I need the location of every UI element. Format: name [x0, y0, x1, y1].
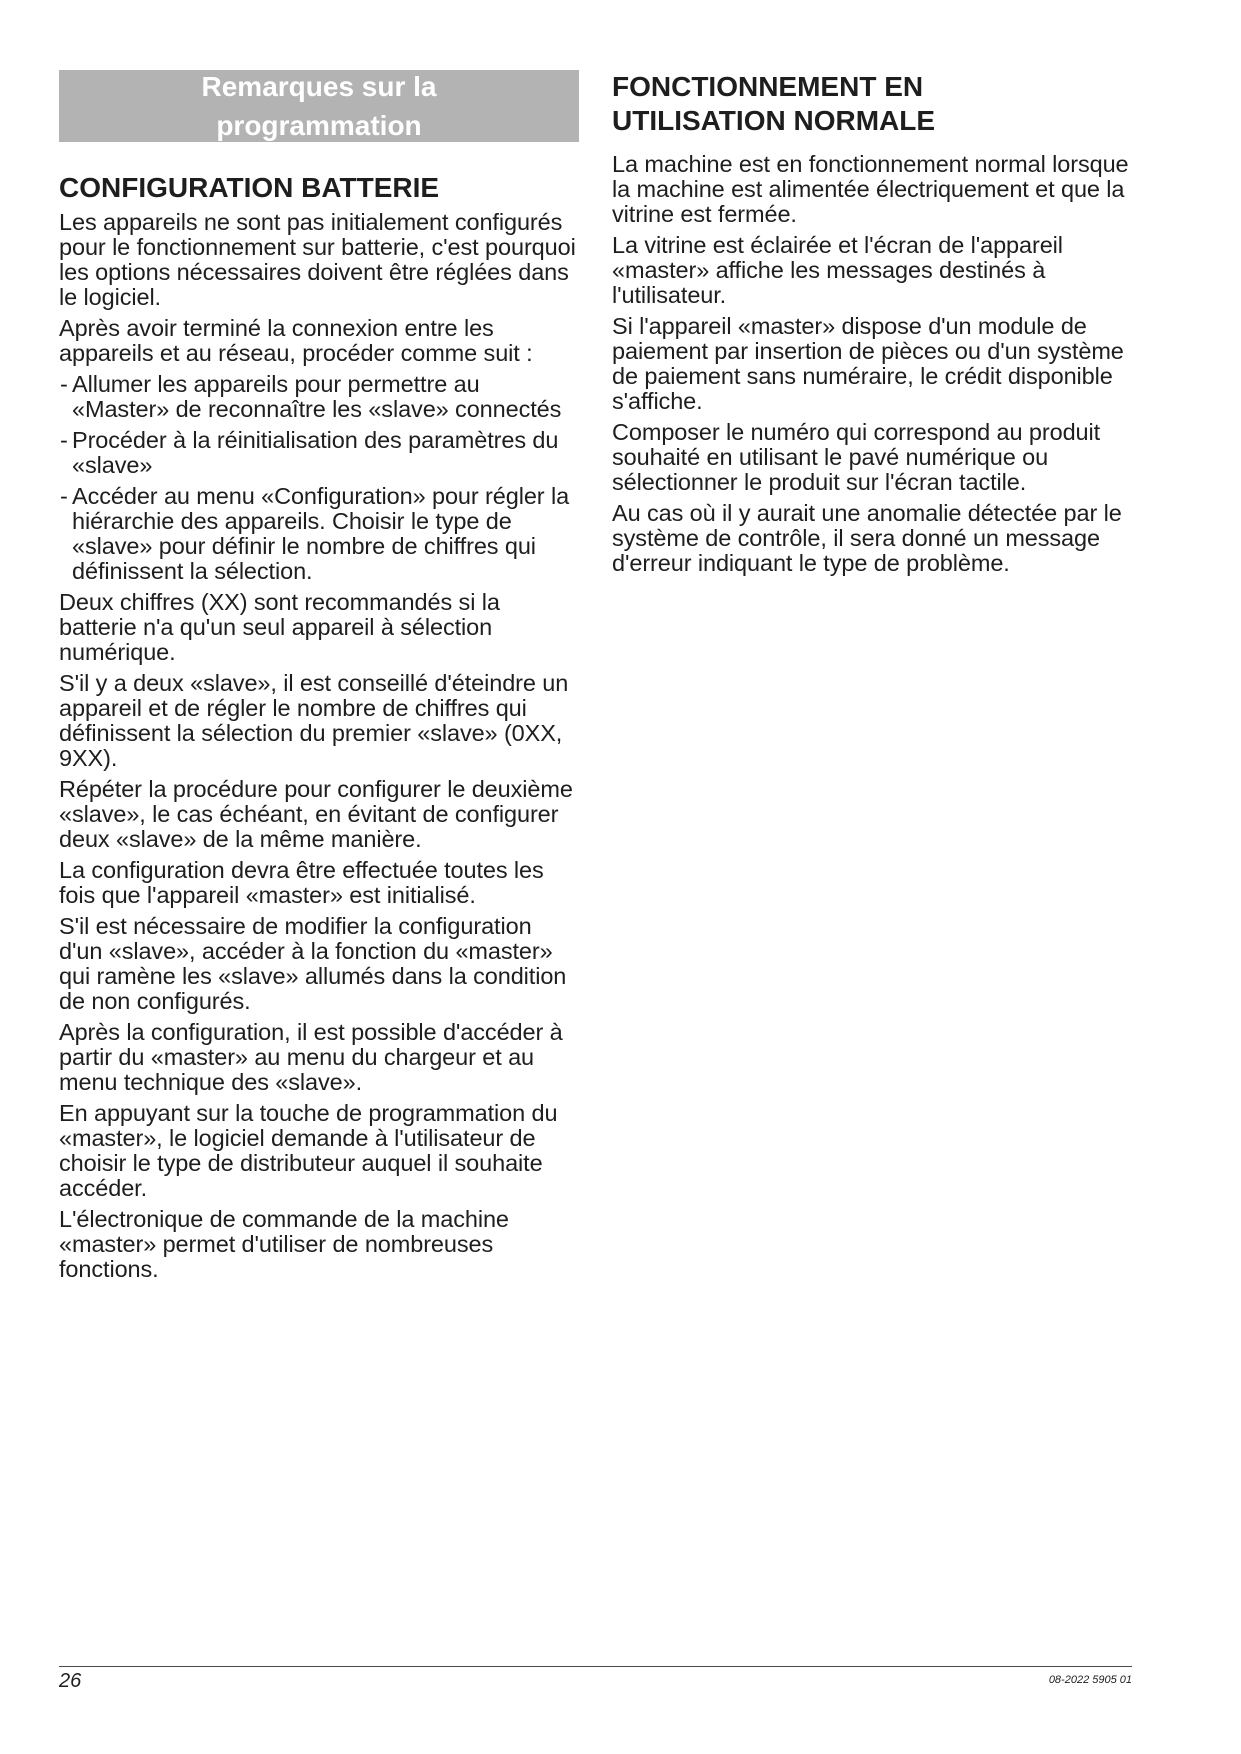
banner-line-2: programmation: [216, 110, 422, 141]
section-title-normal-operation: [612, 70, 1134, 138]
left-column: [59, 70, 579, 1288]
list-item: - Allumer les appareils pour permettre au «Master» de reconnaître les «slave» connectés: [59, 372, 579, 422]
paragraph: S'il est nécessaire de modifier la configuration d'un «slave», accéder à la fonction du «master» qui ramène les «slave» allumés dans la condition de non configurés.: [59, 913, 567, 1014]
paragraph: S'il y a deux «slave», il est conseillé d'éteindre un appareil et de régler le nombre de chiffres qui définissent la sélection du premier «slave» (0XX, 9XX).: [59, 670, 569, 771]
footer-divider: [59, 1666, 1132, 1667]
paragraph: Les appareils ne sont pas initialement configurés pour le fonctionnement sur batterie, c'est pourquoi les options nécessaires doivent être réglées dans le logiciel.: [59, 209, 576, 310]
paragraph: L'électronique de commande de la machine «master» permet d'utiliser de nombreuses fonctions.: [59, 1206, 509, 1282]
paragraph: Si l'appareil «master» dispose d'un module de paiement par insertion de pièces ou d'un système de paiement sans numéraire, le crédit disponible s'affiche.: [612, 313, 1124, 414]
paragraph: Deux chiffres (XX) sont recommandés si la batterie n'a qu'un seul appareil à sélection numérique.: [59, 589, 500, 665]
paragraph: La machine est en fonctionnement normal lorsque la machine est alimentée électriquement et que la vitrine est fermée.: [612, 151, 1129, 227]
paragraph: Après avoir terminé la connexion entre les appareils et au réseau, procéder comme suit :: [59, 315, 533, 366]
section-title-line-1: FONCTIONNEMENT EN: [612, 71, 924, 102]
procedure-list: [59, 372, 579, 584]
document-reference: 08-2022 5905 01: [1048, 1674, 1132, 1686]
paragraph: Après la configuration, il est possible d'accéder à partir du «master» au menu du chargeur et au menu technique des «slave».: [59, 1019, 563, 1095]
paragraph: Composer le numéro qui correspond au produit souhaité en utilisant le pavé numérique ou sélectionner le produit sur l'écran tactile.: [612, 419, 1101, 495]
right-column: [612, 70, 1134, 582]
section-title-line-2: UTILISATION NORMALE: [612, 105, 936, 136]
list-item: - Accéder au menu «Configuration» pour régler la hiérarchie des appareils. Choisir le type de «slave» pour définir le nombre de chiffres qui définissent la sélection.: [59, 484, 579, 584]
paragraph: La vitrine est éclairée et l'écran de l'appareil «master» affiche les messages destinés à l'utilisateur.: [612, 232, 1063, 308]
section-title-battery-config: CONFIGURATION BATTERIE: [59, 172, 440, 203]
paragraph: En appuyant sur la touche de programmation du «master», le logiciel demande à l'utilisateur de choisir le type de distributeur auquel il souhaite accéder.: [59, 1100, 558, 1201]
banner-line-1: Remarques sur la: [201, 71, 437, 102]
section-banner: [59, 70, 579, 142]
page-number: 26: [59, 1670, 82, 1692]
paragraph: Répéter la procédure pour configurer le deuxième «slave», le cas échéant, en évitant de configurer deux «slave» de la même manière.: [59, 776, 573, 852]
list-item: - Procéder à la réinitialisation des paramètres du «slave»: [59, 428, 579, 478]
paragraph: Au cas où il y aurait une anomalie détectée par le système de contrôle, il sera donné un message d'erreur indiquant le type de problème.: [612, 500, 1122, 576]
paragraph: La configuration devra être effectuée toutes les fois que l'appareil «master» est initialisé.: [59, 857, 544, 908]
